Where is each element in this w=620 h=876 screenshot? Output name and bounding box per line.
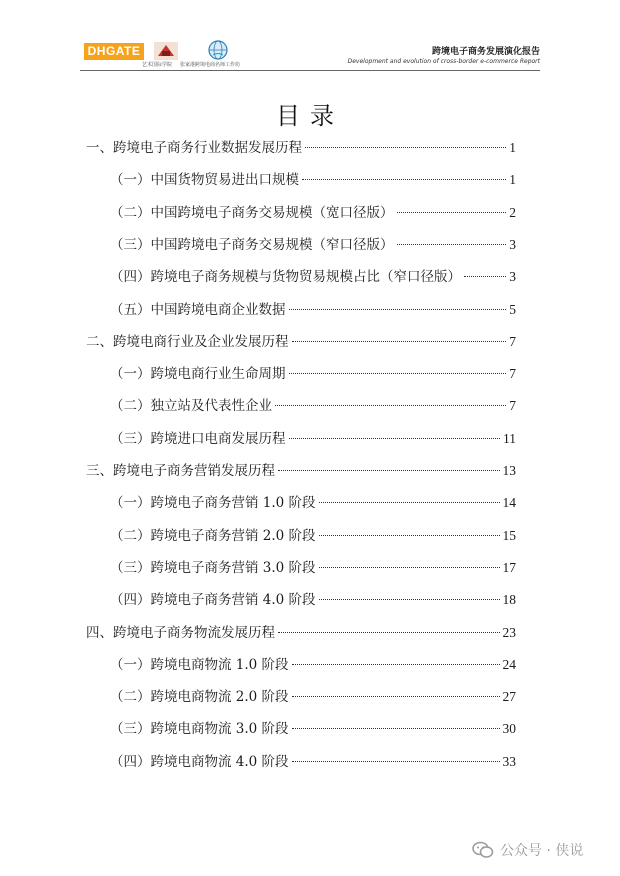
toc-dot-leader (275, 405, 506, 406)
watermark (472, 840, 583, 860)
toc-entry-label: （五）中国跨境电商企业数据 (110, 301, 286, 318)
toc-entry-label: （四）跨境电商物流 4.0 阶段 (110, 753, 289, 770)
toc-dot-leader (289, 373, 507, 374)
toc-chapter-entry[interactable] (86, 138, 516, 158)
toc-entry-label: （三）跨境电子商务营销 3.0 阶段 (110, 559, 316, 576)
toc-page-number: 17 (502, 559, 516, 575)
toc-page-number: 14 (502, 495, 516, 511)
toc-page-number: 1 (509, 172, 516, 188)
toc-dot-leader (292, 761, 500, 762)
toc-chapter-entry[interactable] (86, 332, 516, 352)
toc-dot-leader (397, 212, 507, 213)
toc-dot-leader (292, 728, 500, 729)
toc-dot-leader (397, 244, 507, 245)
toc-entry-label: （三）跨境电商物流 3.0 阶段 (110, 721, 289, 738)
page-header (0, 0, 620, 80)
toc-section-entry[interactable] (110, 203, 516, 223)
toc-page-number: 3 (509, 269, 516, 285)
header-divider (80, 70, 540, 71)
toc-entry-label: 三、跨境电子商务营销发展历程 (86, 463, 275, 479)
toc-section-entry[interactable] (110, 429, 516, 449)
toc-section-entry[interactable] (110, 752, 516, 772)
toc-section-entry[interactable] (110, 558, 516, 578)
toc-chapter-entry[interactable] (86, 623, 516, 643)
report-title: 跨境电子商务发展演化报告 (431, 47, 540, 57)
toc-page-number: 30 (502, 721, 516, 737)
toc-page-number: 27 (502, 689, 516, 705)
toc-page-number: 1 (509, 140, 516, 155)
toc-entry-label: （二）跨境电商物流 2.0 阶段 (110, 689, 289, 706)
toc-title: 目录 (276, 102, 344, 130)
toc-page-number: 5 (509, 301, 516, 317)
toc-entry-label: 四、跨境电子商务物流发展历程 (86, 624, 275, 641)
toc-entry-label: （四）跨境电子商务营销 4.0 阶段 (110, 592, 316, 609)
toc-dot-leader (278, 470, 500, 471)
toc-section-entry[interactable] (110, 300, 516, 320)
toc-entry-label: （二）跨境电子商务营销 2.0 阶段 (110, 527, 316, 544)
toc-section-entry[interactable] (110, 170, 516, 190)
toc-page-number: 24 (502, 656, 516, 672)
watermark-text: 公众号 · 侠说 (500, 843, 584, 859)
toc-entry-label: （一）中国货物贸易进出口规模 (110, 172, 299, 189)
toc-chapter-entry[interactable] (86, 461, 516, 481)
toc-section-entry[interactable] (110, 364, 516, 384)
toc-page-number: 2 (509, 204, 516, 220)
toc-dot-leader (292, 341, 507, 342)
toc-dot-leader (289, 438, 501, 439)
toc-entry-label: （三）中国跨境电子商务交易规模（窄口径版） (110, 236, 394, 253)
toc-entry-label: 一、跨境电子商务行业数据发展历程 (86, 140, 302, 156)
toc-dot-leader (292, 696, 500, 697)
toc-section-entry[interactable] (110, 235, 516, 255)
toc-dot-leader (464, 276, 506, 277)
toc-dot-leader (302, 179, 506, 180)
toc-entry-label: （一）跨境电子商务营销 1.0 阶段 (110, 495, 316, 512)
toc-entry-label: （四）跨境电子商务规模与货物贸易规模占比（窄口径版） (110, 269, 461, 286)
toc-entry-label: （一）跨境电商行业生命周期 (110, 366, 286, 383)
toc-dot-leader (319, 502, 500, 503)
school-logo-icon (152, 40, 180, 62)
toc-entry-label: （二）独立站及代表性企业 (110, 398, 272, 415)
toc-section-entry[interactable] (110, 655, 516, 675)
toc-section-entry[interactable] (110, 719, 516, 739)
toc-section-entry[interactable] (110, 590, 516, 610)
toc-page-number: 23 (502, 624, 516, 640)
toc-dot-leader (289, 309, 507, 310)
toc-page-number: 7 (509, 333, 516, 349)
toc-page-number: 11 (503, 430, 516, 446)
toc-entry-label: （二）中国跨境电子商务交易规模（宽口径版） (110, 204, 394, 221)
globe-logo-icon (208, 40, 228, 60)
toc-entry-label: （一）跨境电商物流 1.0 阶段 (110, 656, 289, 673)
toc-page-number: 13 (502, 463, 516, 478)
toc-dot-leader (319, 599, 500, 600)
globe-logo-caption: 张家港跨境电商名师工作坊 (180, 62, 241, 68)
school-logo-caption: 艺术国际学院 (142, 62, 173, 68)
toc-section-entry[interactable] (110, 493, 516, 513)
wechat-icon (472, 841, 494, 859)
dhgate-logo: DHGATE (84, 43, 144, 60)
toc-dot-leader (319, 535, 500, 536)
toc-page-number: 7 (509, 366, 516, 382)
report-subtitle: Development and evolution of cross-border e-commerce Report (347, 58, 540, 65)
toc-dot-leader (292, 664, 500, 665)
toc-entry-label: 二、跨境电商行业及企业发展历程 (86, 333, 289, 350)
toc-section-entry[interactable] (110, 687, 516, 707)
toc-page-number: 3 (509, 236, 516, 252)
toc-section-entry[interactable] (110, 526, 516, 546)
toc-dot-leader (278, 632, 500, 633)
toc-entry-label: （三）跨境进口电商发展历程 (110, 430, 286, 447)
toc-page-number: 33 (502, 753, 516, 769)
toc-page-number: 15 (502, 527, 516, 543)
toc-section-entry[interactable] (110, 396, 516, 416)
toc-page-number: 7 (509, 398, 516, 414)
toc-page-number: 18 (502, 592, 516, 608)
toc-dot-leader (305, 147, 506, 148)
toc-dot-leader (319, 567, 500, 568)
toc-section-entry[interactable] (110, 267, 516, 287)
